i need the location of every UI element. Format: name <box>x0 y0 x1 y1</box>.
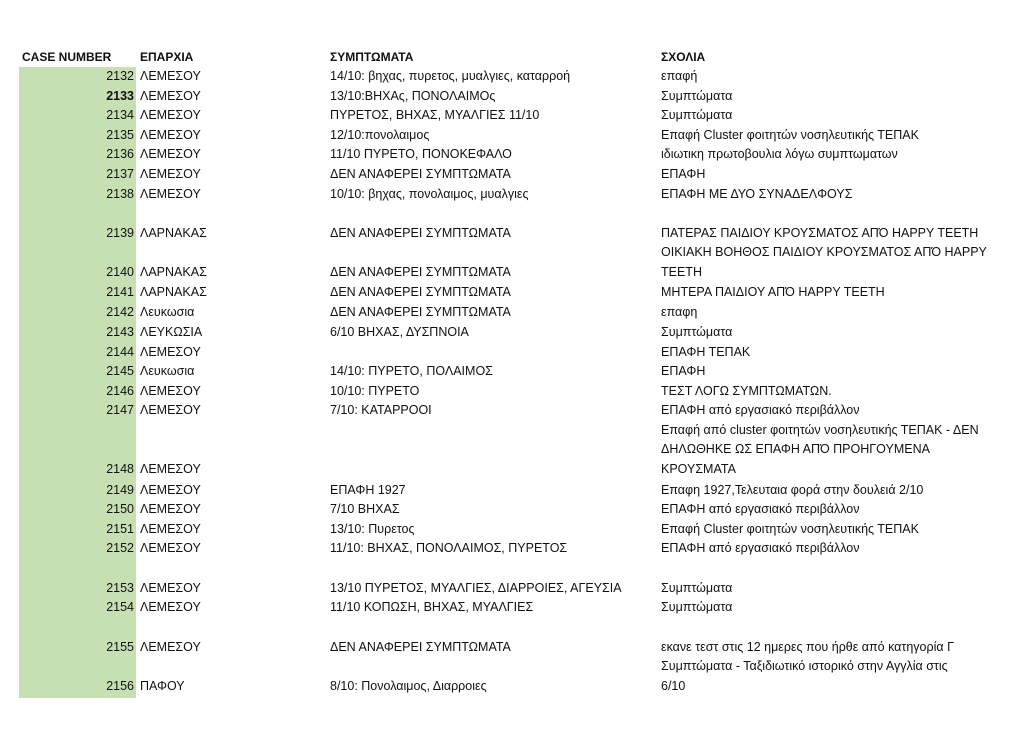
comment-line: ΕΠΑΦΗ <box>661 167 706 181</box>
comment-line: επαφη <box>661 305 698 319</box>
comments-cell[interactable] <box>661 401 1021 421</box>
case-number-cell[interactable]: 2153 <box>106 580 134 595</box>
symptoms-cell[interactable]: 7/10: ΚΑΤΑΡΡΟΟΙ <box>330 403 432 418</box>
comment-line: ιδιωτικη πρωτοβουλια λόγω συμπτωματων <box>661 147 898 162</box>
table-row <box>0 638 1035 658</box>
comments-cell[interactable] <box>661 579 1021 599</box>
symptoms-cell[interactable]: 13/10 ΠΥΡΕΤΟΣ, ΜΥΑΛΓΙΕΣ, ΔΙΑΡΡΟΙΕΣ, ΑΓΕΥΣΙΑ <box>330 580 622 595</box>
header-symptoms[interactable]: ΣΥΜΠΤΩΜΑΤΑ <box>330 50 414 64</box>
symptoms-cell[interactable]: 11/10: ΒΗΧΑΣ, ΠΟΝΟΛΑΙΜΟΣ, ΠΥΡΕΤΟΣ <box>330 541 568 556</box>
comments-cell[interactable] <box>661 67 1021 87</box>
case-number-cell[interactable]: 2156 <box>106 678 134 693</box>
symptoms-cell[interactable]: ΔΕΝ ΑΝΑΦΕΡΕΙ ΣΥΜΠΤΩΜΑΤΑ <box>330 226 511 240</box>
table-row <box>0 520 1035 540</box>
symptoms-cell[interactable] <box>330 343 650 363</box>
symptoms-cell[interactable]: 10/10: ΠΥΡΕΤΟ <box>330 383 420 398</box>
comment-line: Επαφή από cluster φοιτητών νοσηλευτικής ΤΕΠΑΚ - ΔΕΝ <box>661 422 979 437</box>
district-cell[interactable]: ΛΕΜΕΣΟΥ <box>140 127 201 142</box>
symptoms-cell[interactable]: 14/10: ΠΥΡΕΤΟ, ΠΟΛΑΙΜΟΣ <box>330 364 493 379</box>
district-cell[interactable]: Λευκωσια <box>140 364 195 379</box>
district-cell[interactable]: Λευκωσια <box>140 305 195 319</box>
symptoms-cell[interactable]: 14/10: βηχας, πυρετος, μυαλγιες, καταρροή <box>330 69 571 83</box>
case-number-cell[interactable]: 2143 <box>106 325 134 339</box>
symptoms-cell[interactable]: ΔΕΝ ΑΝΑΦΕΡΕΙ ΣΥΜΠΤΩΜΑΤΑ <box>330 285 511 299</box>
table-row <box>0 67 1035 87</box>
comment-line: Επαφή Cluster φοιτητών νοσηλευτικής ΤΕΠΑΚ <box>661 127 919 142</box>
table-row <box>0 87 1035 107</box>
symptoms-cell[interactable]: ΔΕΝ ΑΝΑΦΕΡΕΙ ΣΥΜΠΤΩΜΑΤΑ <box>330 640 511 654</box>
table-row <box>0 303 1035 323</box>
comment-line: ΠΑΤΕΡΑΣ ΠΑΙΔΙΟΥ ΚΡΟΥΣΜΑΤΟΣ ΑΠΌ HAPPY TEETH <box>661 226 979 240</box>
symptoms-cell[interactable]: 10/10: βηχας, πονολαιμος, μυαλγιες <box>330 186 529 201</box>
symptoms-cell[interactable]: 8/10: Πονολαιμος, Διαρροιες <box>330 678 487 693</box>
case-number-cell[interactable]: 2141 <box>106 285 134 299</box>
comments-cell[interactable] <box>661 243 1021 282</box>
comments-cell[interactable] <box>661 224 1021 244</box>
header-case-number[interactable]: CASE NUMBER <box>22 50 112 64</box>
comment-line: ΚΡΟΥΣΜΑΤΑ <box>661 461 736 476</box>
comment-line: Συμπτώματα <box>661 600 733 615</box>
comment-line: ΕΠΑΦΗ ΜΕ ΔΥΟ ΣΥΝΑΔΕΛΦΟΥΣ <box>661 186 853 201</box>
case-number-cell[interactable]: 2134 <box>106 108 134 123</box>
comments-cell[interactable] <box>661 303 1021 323</box>
table-row <box>0 362 1035 382</box>
symptoms-cell[interactable]: 13/10: Πυρετος <box>330 521 415 536</box>
comment-line: Συμπτώματα <box>661 108 733 123</box>
district-cell[interactable]: ΛΕΜΕΣΟΥ <box>140 482 201 497</box>
comments-cell[interactable] <box>661 343 1021 363</box>
comment-line: ΕΠΑΦΗ ΤΕΠΑΚ <box>661 344 751 359</box>
district-cell[interactable]: ΠΑΦΟΥ <box>140 678 185 693</box>
comment-line: TEETH <box>661 264 702 279</box>
table-row <box>0 323 1035 343</box>
case-number-cell[interactable]: 2136 <box>106 147 134 162</box>
district-cell[interactable]: ΛΕΜΕΣΟΥ <box>140 383 201 398</box>
symptoms-cell[interactable] <box>330 460 650 480</box>
table-row <box>0 481 1035 501</box>
district-cell[interactable]: ΛΕΥΚΩΣΙΑ <box>140 325 203 339</box>
district-cell[interactable]: ΛΕΜΕΣΟΥ <box>140 521 201 536</box>
comments-cell[interactable] <box>661 500 1021 520</box>
comment-line: επαφή <box>661 69 698 83</box>
comment-line: 6/10 <box>661 678 686 693</box>
comments-cell[interactable] <box>661 598 1021 618</box>
table-row <box>0 165 1035 185</box>
comment-line: ΕΠΑΦΗ από εργασιακό περιβάλλον <box>661 541 860 556</box>
symptoms-cell[interactable]: ΔΕΝ ΑΝΑΦΕΡΕΙ ΣΥΜΠΤΩΜΑΤΑ <box>330 264 511 279</box>
symptoms-cell[interactable]: 11/10 ΚΟΠΩΣΗ, ΒΗΧΑΣ, ΜΥΑΛΓΙΕΣ <box>330 600 534 615</box>
comment-line: Συμπτώματα - Ταξιδιωτικό ιστορικό στην Αγγλία στις <box>661 659 948 674</box>
district-cell[interactable]: ΛΕΜΕΣΟΥ <box>140 108 201 123</box>
comments-cell[interactable] <box>661 362 1021 382</box>
table-row <box>0 539 1035 559</box>
comment-line: ΕΠΑΦΗ <box>661 364 706 379</box>
case-number-cell[interactable]: 2149 <box>106 482 134 497</box>
comments-cell[interactable] <box>661 657 1021 696</box>
comments-cell[interactable] <box>661 87 1021 107</box>
case-number-cell[interactable]: 2150 <box>106 502 134 517</box>
table-row <box>0 224 1035 244</box>
symptoms-cell[interactable]: 11/10 ΠΥΡΕΤΟ, ΠΟΝΟΚΕΦΑΛΟ <box>330 147 512 162</box>
comment-line: ΟΙΚΙΑΚΗ ΒΟΗΘΟΣ ΠΑΙΔΙΟΥ ΚΡΟΥΣΜΑΤΟΣ ΑΠΌ HAPPY <box>661 245 987 260</box>
table-row <box>0 500 1035 520</box>
district-cell[interactable]: ΛΕΜΕΣΟΥ <box>140 541 201 556</box>
table-row <box>0 343 1035 363</box>
district-cell[interactable]: ΛΕΜΕΣΟΥ <box>140 88 201 103</box>
case-number-cell[interactable]: 2148 <box>106 461 134 476</box>
case-number-cell[interactable]: 2142 <box>106 305 134 319</box>
case-number-cell[interactable]: 2135 <box>106 127 134 142</box>
comment-line: εκανε τεστ στις 12 ημερες που ήρθε από κατηγορία Γ <box>661 640 954 654</box>
comments-cell[interactable] <box>661 481 1021 501</box>
case-number-cell[interactable]: 2155 <box>106 640 134 654</box>
symptoms-cell[interactable]: ΔΕΝ ΑΝΑΦΕΡΕΙ ΣΥΜΠΤΩΜΑΤΑ <box>330 167 511 181</box>
case-number-cell[interactable]: 2137 <box>106 167 134 181</box>
table-row <box>0 579 1035 599</box>
comment-line: ΜΗΤΕΡΑ ΠΑΙΔΙΟΥ ΑΠΌ HAPPY TEETH <box>661 285 885 299</box>
symptoms-cell[interactable]: ΔΕΝ ΑΝΑΦΕΡΕΙ ΣΥΜΠΤΩΜΑΤΑ <box>330 305 511 319</box>
comments-cell[interactable] <box>661 539 1021 559</box>
table-row <box>0 421 1035 480</box>
table-row <box>0 106 1035 126</box>
district-cell[interactable]: ΛΕΜΕΣΟΥ <box>140 600 201 615</box>
comment-line: Συμπτώματα <box>661 88 733 103</box>
district-cell[interactable]: ΛΕΜΕΣΟΥ <box>140 461 201 476</box>
district-cell[interactable]: ΛΕΜΕΣΟΥ <box>140 502 201 517</box>
case-number-cell[interactable]: 2140 <box>106 264 134 279</box>
comments-cell[interactable] <box>661 382 1021 402</box>
case-number-cell[interactable]: 2138 <box>106 186 134 201</box>
district-cell[interactable]: ΛΑΡΝΑΚΑΣ <box>140 285 207 299</box>
comment-line: ΔΗΛΩΘΗΚΕ ΩΣ ΕΠΑΦΗ ΑΠΌ ΠΡΟΗΓΟΥΜΕΝΑ <box>661 442 930 457</box>
district-cell[interactable]: ΛΕΜΕΣΟΥ <box>140 147 201 162</box>
district-cell[interactable]: ΛΕΜΕΣΟΥ <box>140 186 201 201</box>
symptoms-cell[interactable]: 12/10:πονολαιμος <box>330 127 430 142</box>
symptoms-cell[interactable]: ΕΠΑΦΗ 1927 <box>330 482 406 497</box>
district-cell[interactable]: ΛΕΜΕΣΟΥ <box>140 640 201 654</box>
table-row <box>0 283 1035 303</box>
table-row <box>0 598 1035 618</box>
case-number-cell[interactable]: 2152 <box>106 541 134 556</box>
district-cell[interactable]: ΛΑΡΝΑΚΑΣ <box>140 226 207 240</box>
comment-line: Επαφή Cluster φοιτητών νοσηλευτικής ΤΕΠΑΚ <box>661 521 919 536</box>
comments-cell[interactable] <box>661 145 1021 165</box>
comments-cell[interactable] <box>661 638 1021 658</box>
table-row <box>0 401 1035 421</box>
symptoms-cell[interactable]: 6/10 ΒΗΧΑΣ, ΔΥΣΠΝΟΙΑ <box>330 325 469 339</box>
table-row <box>0 126 1035 146</box>
comments-cell[interactable] <box>661 126 1021 146</box>
district-cell[interactable]: ΛΕΜΕΣΟΥ <box>140 344 201 359</box>
table-row <box>0 657 1035 696</box>
case-number-cell[interactable]: 2154 <box>106 600 134 615</box>
case-number-cell[interactable]: 2144 <box>106 344 134 359</box>
comment-line: ΤΕΣΤ ΛΟΓΩ ΣΥΜΠΤΩΜΑΤΩΝ. <box>661 383 832 398</box>
header-comments[interactable]: ΣΧΟΛΙΑ <box>661 50 706 64</box>
case-number-cell[interactable]: 2145 <box>106 364 134 379</box>
comment-line: Συμπτώματα <box>661 325 733 339</box>
comment-line: Επαφη 1927,Τελευταια φορά στην δουλειά 2/10 <box>661 482 924 497</box>
comments-cell[interactable] <box>661 520 1021 540</box>
table-row <box>0 243 1035 282</box>
comment-line: Συμπτώματα <box>661 580 733 595</box>
table-row <box>0 145 1035 165</box>
case-number-cell[interactable]: 2147 <box>106 403 134 418</box>
district-cell[interactable]: ΛΕΜΕΣΟΥ <box>140 167 201 181</box>
case-number-cell[interactable]: 2146 <box>106 383 134 398</box>
header-district[interactable]: ΕΠΑΡΧΙΑ <box>140 50 194 64</box>
symptoms-cell[interactable]: ΠΥΡΕΤΟΣ, ΒΗΧΑΣ, ΜΥΑΛΓΙΕΣ 11/10 <box>330 108 540 123</box>
district-cell[interactable]: ΛΕΜΕΣΟΥ <box>140 403 201 418</box>
district-cell[interactable]: ΛΕΜΕΣΟΥ <box>140 580 201 595</box>
district-cell[interactable]: ΛΕΜΕΣΟΥ <box>140 69 201 83</box>
case-number-cell[interactable]: 2151 <box>106 521 134 536</box>
comments-cell[interactable] <box>661 106 1021 126</box>
comments-cell[interactable] <box>661 165 1021 185</box>
comments-cell[interactable] <box>661 323 1021 343</box>
comments-cell[interactable] <box>661 283 1021 303</box>
comments-cell[interactable] <box>661 421 1021 480</box>
table-row <box>0 185 1035 205</box>
symptoms-cell[interactable]: 7/10 ΒΗΧΑΣ <box>330 502 400 517</box>
comment-line: ΕΠΑΦΗ από εργασιακό περιβάλλον <box>661 502 860 517</box>
comment-line: ΕΠΑΦΗ από εργασιακό περιβάλλον <box>661 403 860 418</box>
case-number-cell[interactable]: 2132 <box>106 69 134 83</box>
comments-cell[interactable] <box>661 185 1021 205</box>
table-row <box>0 382 1035 402</box>
district-cell[interactable]: ΛΑΡΝΑΚΑΣ <box>140 264 207 279</box>
symptoms-cell[interactable]: 13/10:ΒΗΧΑς, ΠΟΝΟΛΑΙΜΟς <box>330 88 496 103</box>
case-number-cell[interactable]: 2139 <box>106 226 134 240</box>
case-number-cell[interactable]: 2133 <box>106 88 134 103</box>
